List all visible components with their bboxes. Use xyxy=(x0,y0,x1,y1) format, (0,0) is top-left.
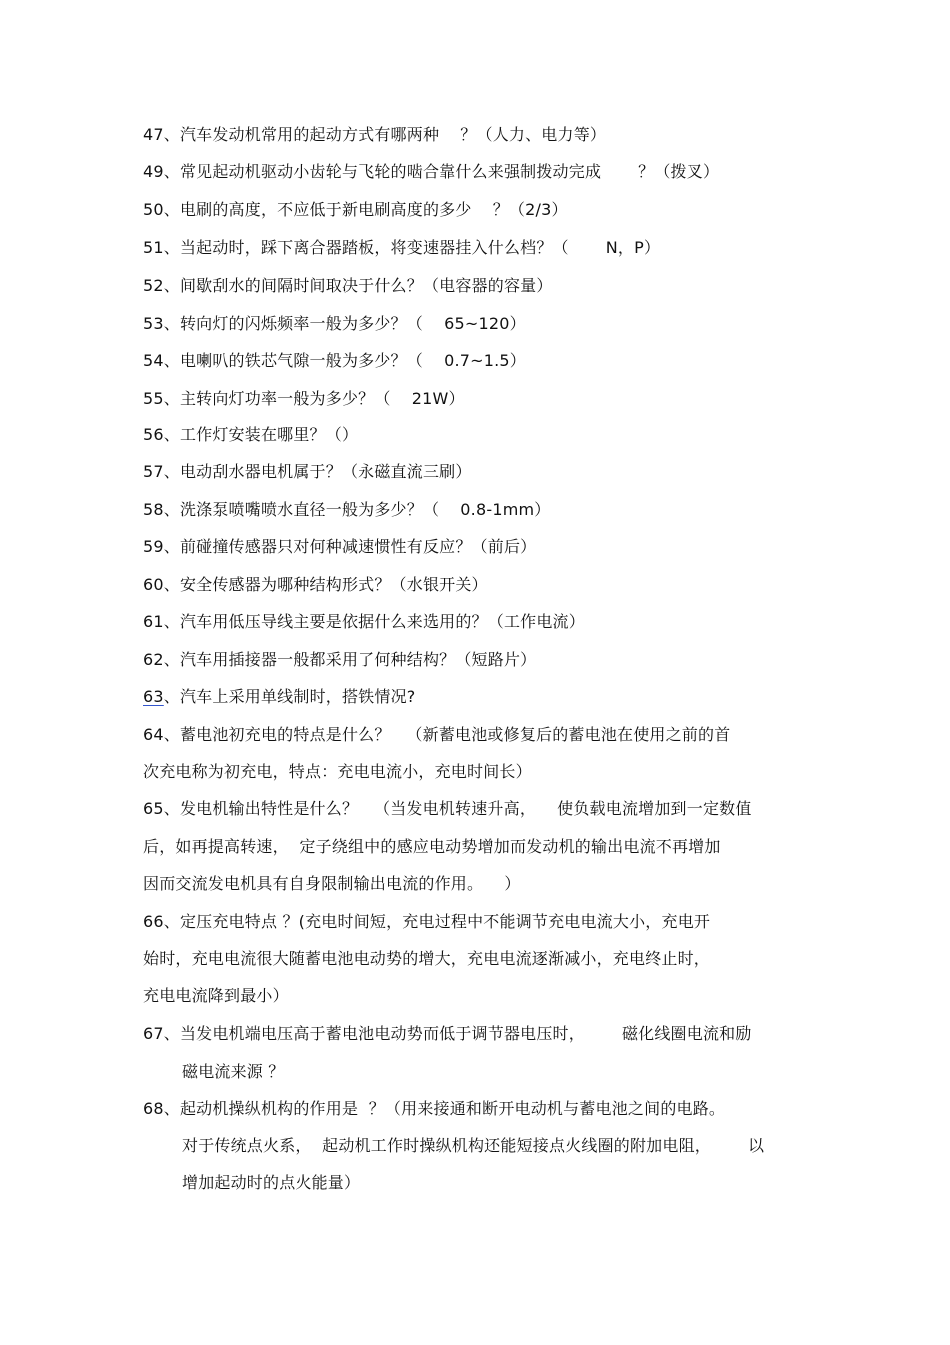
question-68-line-2: 对于传统点火系， 起动机工作时操纵机构还能短接点火线圈的附加电阻， 以 xyxy=(182,1136,765,1155)
question-47: 47、汽车发动机常用的起动方式有哪两种 ？（人力、电力等） xyxy=(143,125,607,144)
question-62: 62、汽车用插接器一般都采用了何种结构？（短路片） xyxy=(143,650,537,669)
question-54: 54、电喇叭的铁芯气隙一般为多少？（ 0.7~1.5） xyxy=(143,351,527,370)
question-50: 50、电刷的高度，不应低于新电刷高度的多少 ？（2/3） xyxy=(143,200,568,219)
question-52: 52、间歇刮水的间隔时间取决于什么？（电容器的容量） xyxy=(143,276,553,295)
question-68-line-3: 增加起动时的点火能量） xyxy=(182,1173,361,1192)
question-58: 58、洗涤泵喷嘴喷水直径一般为多少？（ 0.8-1mm） xyxy=(143,500,551,519)
question-51: 51、当起动时，踩下离合器踏板，将变速器挂入什么档？（ N，P） xyxy=(143,238,661,257)
question-63-text: 、汽车上采用单线制时，搭铁情况? xyxy=(163,687,416,706)
question-66-line-1: 66、定压充电特点 ？(充电时间短，充电过程中不能调节充电电流大小，充电开 xyxy=(143,912,711,931)
question-65-line-2: 后，如再提高转速， 定子绕组中的感应电动势增加而发动机的输出电流不再增加 xyxy=(143,837,721,856)
question-56: 56、工作灯安装在哪里？（） xyxy=(143,425,359,444)
question-68-line-1: 68、起动机操纵机构的作用是 ？（用来接通和断开电动机与蓄电池之间的电路。 xyxy=(143,1099,726,1118)
question-66-line-2: 始时，充电电流很大随蓄电池电动势的增大，充电电流逐渐减小，充电终止时， xyxy=(143,949,711,968)
question-67-line-1: 67、当发电机端电压高于蓄电池电动势而低于调节器电压时， 磁化线圈电流和励 xyxy=(143,1024,752,1043)
question-67-line-2: 磁电流来源 ？ xyxy=(182,1062,285,1081)
question-59: 59、前碰撞传感器只对何种减速惯性有反应？（前后） xyxy=(143,537,537,556)
question-57: 57、电动刮水器电机属于？（永磁直流三刷） xyxy=(143,462,472,481)
question-65-line-3: 因而交流发电机具有自身限制输出电流的作用。 ） xyxy=(143,874,521,893)
question-64-line-1: 64、蓄电池初充电的特点是什么？ （新蓄电池或修复后的蓄电池在使用之前的首 xyxy=(143,725,731,744)
question-53: 53、转向灯的闪烁频率一般为多少？（ 65~120） xyxy=(143,314,526,333)
question-55: 55、主转向灯功率一般为多少？（ 21W） xyxy=(143,389,465,408)
question-66-line-3: 充电电流降到最小） xyxy=(143,986,289,1005)
question-63-number: 63 xyxy=(143,687,164,706)
question-61: 61、汽车用低压导线主要是依据什么来选用的？（工作电流） xyxy=(143,612,585,631)
question-63 xyxy=(143,687,415,707)
question-49: 49、常见起动机驱动小齿轮与飞轮的啮合靠什么来强制拨动完成 ？（拨叉） xyxy=(143,162,720,181)
question-60: 60、安全传感器为哪种结构形式？（水银开关） xyxy=(143,575,488,594)
question-65-line-1: 65、发电机输出特性是什么？ （当发电机转速升高， 使负载电流增加到一定数值 xyxy=(143,799,752,818)
question-64-line-2: 次充电称为初充电，特点：充电电流小，充电时间长） xyxy=(143,762,532,781)
